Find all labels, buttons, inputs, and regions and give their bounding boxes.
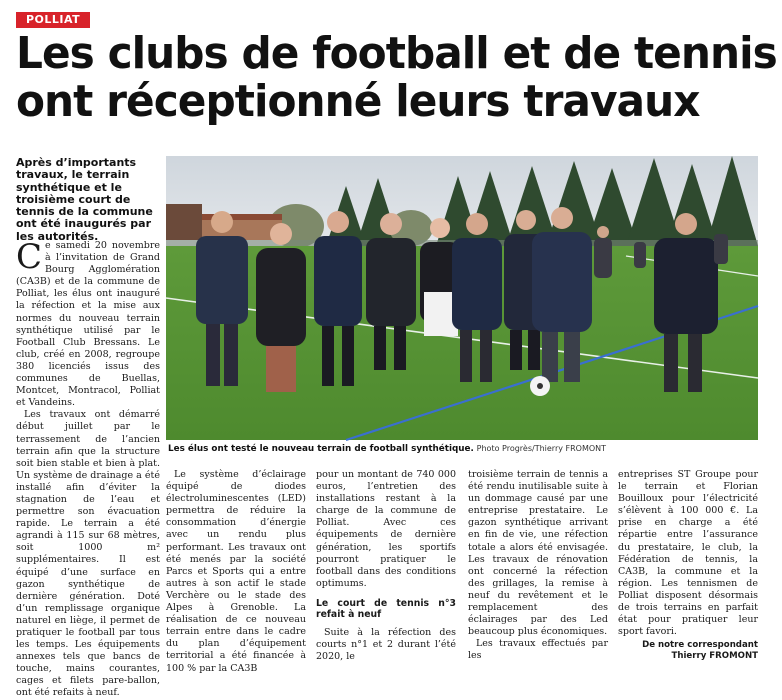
- column-2-text-after: Suite à la réfection des courts n°1 et 2 durant l’été 2020, le: [316, 626, 456, 663]
- article-intro: [16, 237, 160, 700]
- headline-line-1: Les clubs de football et de tennis: [16, 28, 777, 79]
- article-column-4: [618, 469, 758, 662]
- photo-caption: [168, 444, 758, 454]
- photo-credit: Photo Progrès/Thierry FROMONT: [476, 444, 607, 453]
- column-2-text: pour un montant de 740 000 euros, l’entretien des installations restant à la charge de la commune de Polliat. Avec ces équipements de dernière génération, les sportifs pourront pratiquer le football dans des conditions optimums.: [316, 469, 456, 589]
- caption-text: Les élus ont testé le nouveau terrain de football synthétique.: [168, 444, 474, 454]
- article-column-2: [316, 469, 456, 663]
- article-column-1: [166, 469, 306, 675]
- column-4-text: entreprises ST Groupe pour le terrain et Florian Bouilloux pour l’électricité s’élèvent à 100 000 €. La prise en charge a été répartie entre l’assurance du prestataire, le club, la Fédération de tennis, la CA3B, la commune et la région. Les tennismen de Polliat disposent désormais de trois terrains en parfait état pour pratiquer leur sport favori.: [618, 469, 758, 638]
- column-3-text-after: Les travaux effectués par les: [468, 638, 608, 662]
- section-tag: POLLIAT: [16, 12, 90, 28]
- tennis-subhead: Le court de tennis n°3 refait à neuf: [316, 597, 456, 621]
- column-1-text: Le système d’éclairage équipé de diodes électroluminescentes (LED) permettra de réduire la consommation d’énergie avec un rendu plus performant. Les travaux ont été menés par la société Parcs et Sports qui a entre autres à son actif le stade Verchère ou le stade des Alpes à Grenoble. La réalisation de ce nouveau terrain entre dans le cadre du plan d’équipement territorial a été financée à 100 % par la CA3B: [166, 469, 306, 674]
- author-signature: [618, 640, 758, 662]
- intro-paragraph-2: Les travaux ont démarré début juillet par le terrassement de l’ancien terrain afin que la structure soit bien stable et bien à plat. Un système de drainage a été installé afin d’éviter la stagnation de l’eau et permettre son évacuation rapide. Le terrain a été agrandi à 115 sur 68 mètres, soit 1000 m² supplémentaires. Il est équipé d’une surface en gazon synthétique de dernière génération. Doté d’un remplissage organique naturel en liège, il permet de pratiquer le football par tous les temps. Les équipements annexes tels que bancs de touche, mains courantes, cages et filets pare-ballon, ont été refaits à neuf.: [16, 409, 160, 699]
- signature-line-2: Thierry FROMONT: [671, 651, 758, 662]
- football-field-photo: [166, 156, 758, 440]
- headline: [16, 28, 777, 127]
- intro-paragraph: [16, 237, 160, 409]
- column-3-text: troisième terrain de tennis a été rendu inutilisable suite à un dommage causé par une entreprise prestataire. Le gazon synthétique arrivant en fin de vie, une réfection totale a alors été envisagée. Les travaux de rénovation ont concerné la réfection des grillages, la remise à neuf du revêtement et le remplacement des éclairages par des Led beaucoup plus économiques.: [468, 469, 608, 638]
- article-column-3: [468, 469, 608, 663]
- headline-line-2: ont réceptionné leurs travaux: [16, 76, 700, 127]
- lead-paragraph: Après d’importants travaux, le terrain synthétique et le troisième court de tennis de la commune ont été inaugurés par les autorités.: [16, 156, 153, 243]
- signature-line-1: De notre correspondant: [642, 640, 758, 651]
- drop-cap: C: [16, 237, 43, 277]
- article-photo: [166, 156, 758, 440]
- intro-text: e samedi 20 novembre à l’invitation de Grand Bourg Agglomération (CA3B) et de la commune de Polliat, les élus ont inauguré la réfection et la mise aux normes du nouveau terrain synthétique utilisé par le Football Club Bressans. Le club, créé en 2008, regroupe 380 licenciés issus des communes de Buellas, Montcet, Montracol, Polliat et Vandeins.: [16, 240, 160, 409]
